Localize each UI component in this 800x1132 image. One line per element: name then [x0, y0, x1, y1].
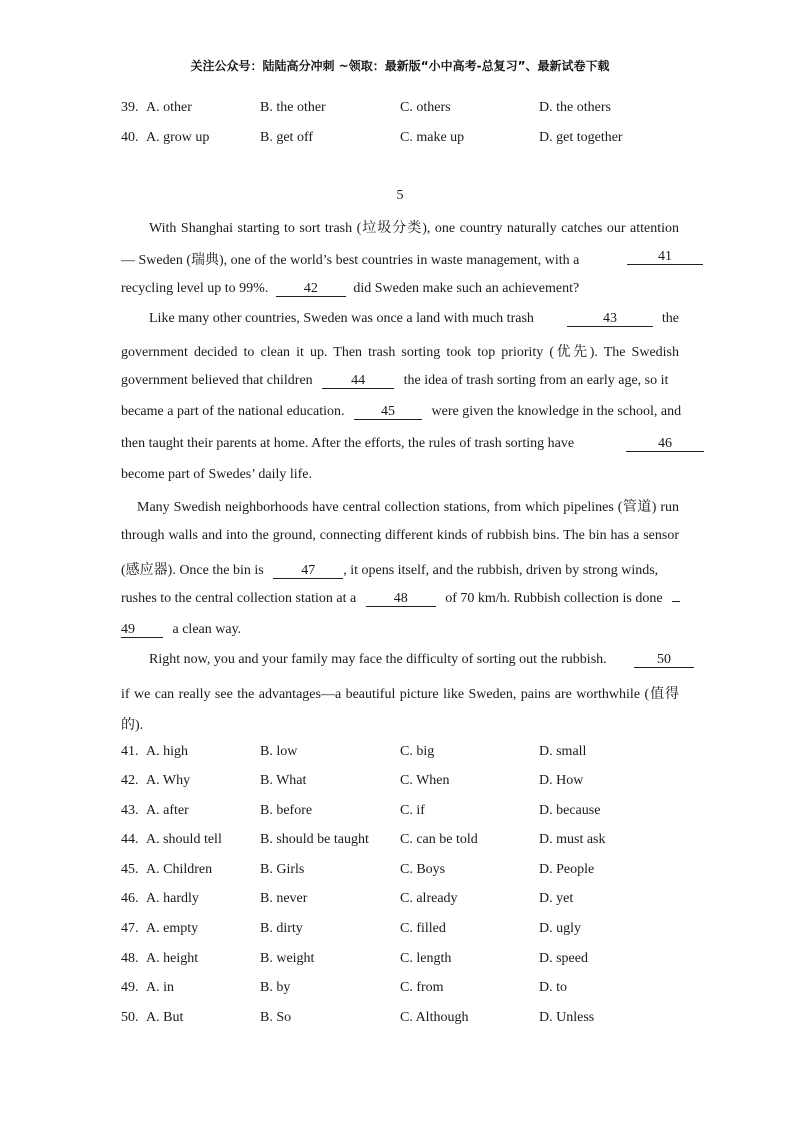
- passage-line-13: [121, 591, 679, 607]
- option-d: D. yet: [539, 891, 574, 906]
- option-b: B. the other: [260, 100, 326, 115]
- option-b: B. by: [260, 980, 291, 995]
- option-d: D. speed: [539, 951, 588, 966]
- passage-text: were given the knowledge in the school, and: [431, 404, 682, 419]
- question-number: 45.: [121, 862, 139, 877]
- passage-line-8: [121, 436, 679, 452]
- passage-line-10: Many Swedish neighborhoods have central collection stations, from which pipelines (管道) run: [137, 500, 679, 515]
- option-a: A. empty: [146, 921, 199, 936]
- passage-text: , it opens itself, and the rubbish, driven by strong winds,: [343, 563, 659, 578]
- blank-43: 43: [567, 311, 653, 327]
- blank-44: 44: [322, 373, 394, 389]
- passage-line-2: [121, 249, 679, 269]
- question-number: 44.: [121, 832, 139, 847]
- option-c: C. from: [400, 980, 444, 995]
- option-c: C. others: [400, 100, 451, 115]
- passage-line-17: 的).: [121, 718, 144, 733]
- question-number: 49.: [121, 980, 139, 995]
- question-number: 42.: [121, 773, 139, 788]
- blank-48: 48: [366, 591, 436, 607]
- passage-text: of 70 km/h. Rubbish collection is done: [445, 591, 663, 606]
- section-number: 5: [396, 188, 404, 203]
- option-d: D. small: [539, 744, 587, 759]
- option-c: C. make up: [400, 130, 465, 145]
- option-d: D. Unless: [539, 1010, 595, 1025]
- passage-text: rushes to the central collection station at a: [121, 591, 357, 606]
- passage-text: the: [661, 311, 679, 326]
- passage-text: did Sweden make such an achievement?: [353, 281, 580, 296]
- option-c: C. Boys: [400, 862, 446, 877]
- page-header: 关注公众号：陆陆高分冲刺 ~领取：最新版“小中高考-总复习”、最新试卷下载: [190, 59, 610, 73]
- option-b: B. weight: [260, 951, 315, 966]
- passage-line-15: [149, 652, 695, 668]
- option-b: B. dirty: [260, 921, 303, 936]
- option-a: A. in: [146, 980, 174, 995]
- option-c: C. Although: [400, 1010, 469, 1025]
- option-b: B. get off: [260, 130, 314, 145]
- option-b: B. before: [260, 803, 313, 818]
- passage-text: the idea of trash sorting from an early age, so it: [403, 373, 669, 388]
- passage-text: Like many other countries, Sweden was once a land with much trash: [149, 311, 534, 326]
- passage-line-12: [121, 559, 679, 579]
- option-a: A. But: [146, 1010, 184, 1025]
- option-c: C. When: [400, 773, 450, 788]
- passage-line-7: [121, 404, 682, 420]
- passage-text: (感应器). Once the bin is: [121, 563, 264, 578]
- option-a: A. after: [146, 803, 189, 818]
- option-d: D. must ask: [539, 832, 606, 847]
- option-d: D. the others: [539, 100, 611, 115]
- passage-text: — Sweden (瑞典), one of the world’s best countries in waste management, with a: [121, 253, 580, 268]
- passage-line-9: become part of Swedes’ daily life.: [121, 467, 313, 482]
- passage-text: Right now, you and your family may face the difficulty of sorting out the rubbish.: [149, 652, 607, 667]
- question-number: 47.: [121, 921, 139, 936]
- passage-line-14: [121, 622, 679, 638]
- blank-50: 50: [634, 652, 694, 668]
- passage-line-16: if we can really see the advantages—a beautiful picture like Sweden, pains are worthwhile (值得: [121, 687, 679, 702]
- option-c: C. already: [400, 891, 458, 906]
- passage-line-11: through walls and into the ground, connecting different kinds of rubbish bins. The bin has a sensor: [121, 528, 679, 543]
- option-a: A. grow up: [146, 130, 210, 145]
- question-number: 41.: [121, 744, 139, 759]
- option-c: C. can be told: [400, 832, 478, 847]
- option-c: C. filled: [400, 921, 446, 936]
- option-b: B. should be taught: [260, 832, 369, 847]
- blank-47: 47: [273, 563, 343, 579]
- option-d: D. get together: [539, 130, 623, 145]
- option-b: B. Girls: [260, 862, 305, 877]
- passage-line-5: government decided to clean it up. Then trash sorting took top priority (优先). The Swedish: [121, 345, 679, 360]
- option-c: C. length: [400, 951, 452, 966]
- question-number: 40.: [121, 130, 139, 145]
- option-b: B. never: [260, 891, 308, 906]
- question-number: 39.: [121, 100, 139, 115]
- passage-line-6: [121, 373, 679, 389]
- option-b: B. low: [260, 744, 298, 759]
- option-a: A. other: [146, 100, 192, 115]
- option-d: D. because: [539, 803, 601, 818]
- passage-text: a clean way.: [172, 622, 242, 637]
- passage-line-4: [149, 311, 679, 327]
- question-number: 43.: [121, 803, 139, 818]
- passage-line-3: [121, 281, 679, 297]
- option-c: C. big: [400, 744, 435, 759]
- option-a: A. height: [146, 951, 199, 966]
- option-b: B. What: [260, 773, 307, 788]
- blank-46: 46: [626, 436, 704, 452]
- option-a: A. should tell: [146, 832, 222, 847]
- question-number: 50.: [121, 1010, 139, 1025]
- passage-text: then taught their parents at home. After the efforts, the rules of trash sorting have: [121, 436, 575, 451]
- option-d: D. ugly: [539, 921, 581, 936]
- question-number: 46.: [121, 891, 139, 906]
- question-number: 48.: [121, 951, 139, 966]
- blank-45: 45: [354, 404, 422, 420]
- option-a: A. high: [146, 744, 188, 759]
- option-b: B. So: [260, 1010, 292, 1025]
- blank-49: 49: [121, 622, 163, 638]
- option-c: C. if: [400, 803, 425, 818]
- passage-text: recycling level up to 99%.: [121, 281, 269, 296]
- passage-text: government believed that children: [121, 373, 313, 388]
- option-a: A. hardly: [146, 891, 199, 906]
- option-d: D. People: [539, 862, 595, 877]
- blank-42: 42: [276, 281, 346, 297]
- passage-line-1: With Shanghai starting to sort trash (垃圾分类), one country naturally catches our attention: [149, 221, 679, 236]
- passage-text: became a part of the national education.: [121, 404, 345, 419]
- blank-underline: [672, 601, 680, 602]
- option-a: A. Why: [146, 773, 191, 788]
- option-d: D. to: [539, 980, 567, 995]
- option-a: A. Children: [146, 862, 213, 877]
- option-d: D. How: [539, 773, 584, 788]
- blank-41: 41: [627, 249, 703, 265]
